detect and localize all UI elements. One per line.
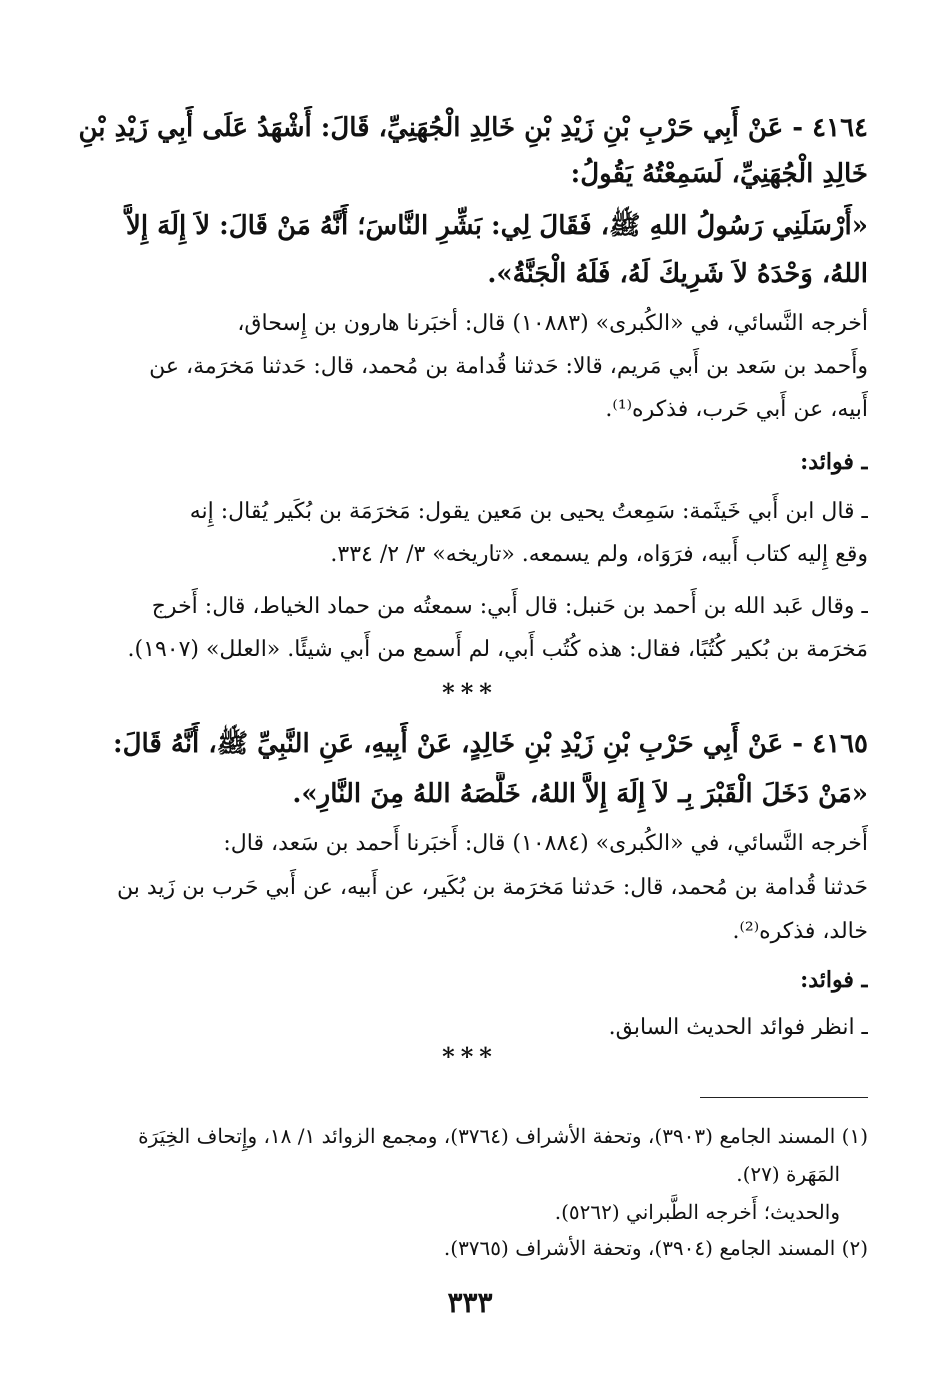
- takhrij-4165-line-2: حَدثنا قُدامة بن مُحمد، قال: حَدثنا مَخرَمة بن بُكَير، عن أَبيه، عن أَبي حَرب بن زَيد بن: [116, 875, 868, 900]
- fawaid-4164-item-1-line-1: ـ قال ابن أَبي خَيثَمة: سَمِعتُ يحيى بن مَعين يقول: مَخرَمَة بن بُكَير يُقال: إِنه: [189, 499, 868, 524]
- hadith-4165-line-1: ٤١٦٥ - عَنْ أَبِي حَرْبِ بْنِ زَيْدِ بْنِ خَالِدٍ، عَنْ أَبِيهِ، عَنِ النَّبِيِّ ﷺ، أَنَّهُ قَالَ:: [112, 729, 868, 759]
- takhrij-4165-line-1: أَخرجه النَّسائي، في «الكُبرى» (١٠٨٨٤) قال: أَخبَرنا أَحمد بن سَعد، قال:: [223, 831, 868, 856]
- footnote-1-line-1: (١) المسند الجامع (٣٩٠٣)، وتحفة الأشراف (٣٧٦٤)، ومجمع الزوائد ١/ ١٨، وإِتحاف الخِيَرَة: [138, 1124, 868, 1148]
- fawaid-4164-item-1-line-2: وقع إِليه كتاب أَبيه، فرَوَاه، ولم يسمعه. «تاريخه» ٣/ ٢/ ٣٣٤.: [330, 542, 868, 567]
- footnote-2-line-1: (٢) المسند الجامع (٣٩٠٤)، وتحفة الأشراف (٣٧٦٥).: [443, 1236, 868, 1260]
- hadith-4164-line-4: اللهُ، وَحْدَهُ لاَ شَرِيكَ لَهُ، فَلَهُ الْجَنَّةُ».: [487, 259, 868, 289]
- takhrij-4164-line-2: وأَحمد بن سَعد بن أَبي مَريم، قالا: حَدثنا قُدامة بن مُحمد، قال: حَدثنا مَخرَمة، عن: [149, 354, 868, 379]
- hadith-4164-line-2: خَالِدِ الْجُهَنِيِّ، لَسَمِعْتُهُ يَقُولُ:: [570, 159, 868, 189]
- fawaid-4165-item-1: ـ انظر فوائد الحديث السابق.: [608, 1015, 868, 1040]
- hadith-4164-line-3: «أَرْسَلَنِي رَسُولُ اللهِ ﷺ، فَقَالَ لِي: بَشِّرِ النَّاسَ؛ أَنَّهُ مَنْ قَالَ: لاَ إِلَهَ إِلاَّ: [126, 211, 868, 241]
- fawaid-heading-4164: ـ فوائد:: [800, 449, 868, 475]
- takhrij-4164-line-3: أَبيه، عن أَبي حَرب، فذكره⁽¹⁾.: [605, 397, 868, 422]
- hadith-4164-line-1: ٤١٦٤ - عَنْ أَبِي حَرْبِ بْنِ زَيْدِ بْنِ خَالِدِ الْجُهَنِيِّ، قَالَ: أَشْهَدُ عَلَى أَبِي زَيْدِ بْنِ: [78, 113, 868, 143]
- footnote-1-line-3: والحديث؛ أَخرجه الطَّبراني (٥٢٦٢).: [554, 1200, 840, 1224]
- takhrij-4164-line-1: أخرجه النَّسائي، في «الكُبرى» (١٠٨٨٣) قال: أخبَرنا هارون بن إِسحاق،: [237, 311, 868, 336]
- separator-stars-1: ***: [442, 678, 498, 707]
- page-number: ٣٣٣: [447, 1286, 493, 1319]
- footnote-1-line-2: المَهَرة (٢٧).: [736, 1162, 840, 1186]
- footnote-divider: [700, 1097, 868, 1098]
- fawaid-4164-item-2-line-1: ـ وقال عَبد الله بن أَحمد بن حَنبل: قال أَبي: سمعتُه من حماد الخياط، قال: أَخرج: [151, 594, 868, 619]
- takhrij-4165-line-3: خالد، فذكره⁽²⁾.: [732, 919, 868, 944]
- hadith-4165-line-2: «مَنْ دَخَلَ الْقَبْرَ بِـ لاَ إِلَهَ إِلاَّ اللهُ، خَلَّصَهُ اللهُ مِنَ النَّارِ».: [292, 779, 868, 809]
- fawaid-heading-4165: ـ فوائد:: [800, 967, 868, 993]
- separator-stars-2: ***: [442, 1042, 498, 1071]
- fawaid-4164-item-2-line-2: مَخرَمة بن بُكير كُتُبًا، فقال: هذه كُتُب أَبي، لم أَسمع من أَبي شيئًا. «العلل» (١٩٠٧).: [127, 637, 868, 662]
